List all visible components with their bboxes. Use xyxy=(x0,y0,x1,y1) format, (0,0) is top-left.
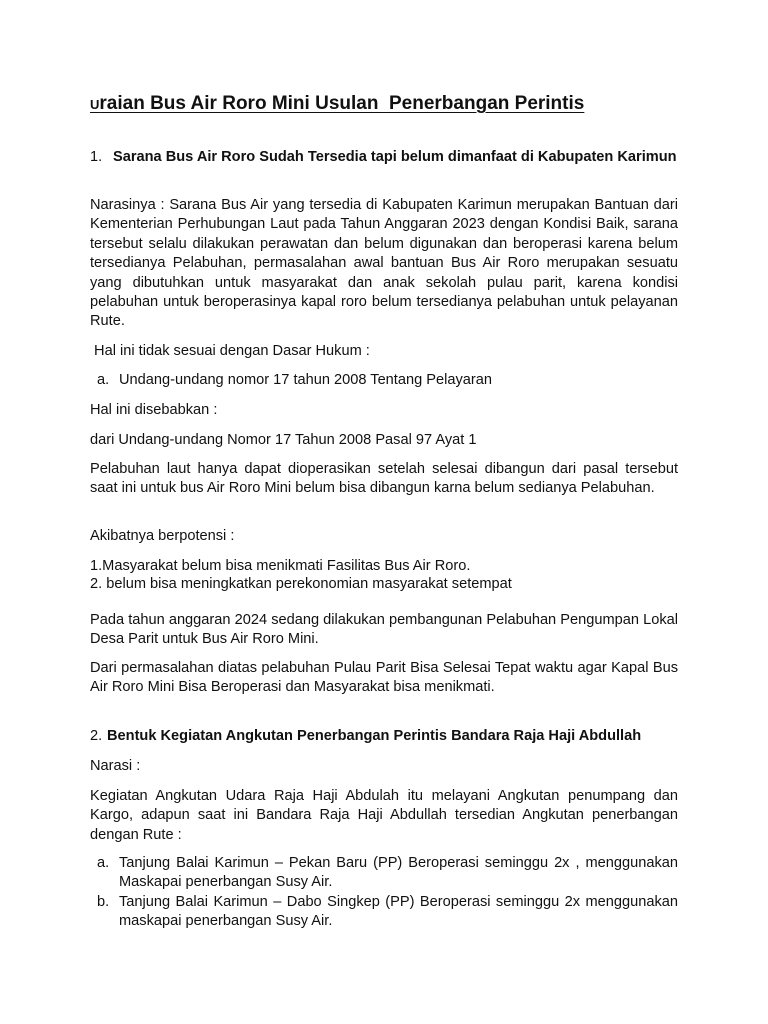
section1-heading-text: Sarana Bus Air Roro Sudah Tersedia tapi belum dimanfaat di Kabupaten Karimun xyxy=(113,149,677,165)
section2-heading xyxy=(107,727,678,746)
section2-kegiatan: Kegiatan Angkutan Udara Raja Haji Abdulah itu melayani Angkutan penumpang dan Kargo, adapun saat ini Bandara Raja Haji Abdullah tersedian Angkutan penerbangan dengan Rute : xyxy=(90,788,678,843)
section2-number: 2. xyxy=(90,728,103,744)
section1-disebabkan: Hal ini disebabkan : xyxy=(90,402,218,418)
section1-akibat: Akibatnya berpotensi : xyxy=(90,528,235,544)
section1-pada-tahun: Pada tahun anggaran 2024 sedang dilakukan pembangunan Pelabuhan Pengumpan Lokal Desa Parit untuk Bus Air Roro Mini. xyxy=(90,612,678,648)
section2-heading-text: Bentuk Kegiatan Angkutan Penerbangan Perintis Bandara Raja Haji Abdullah xyxy=(107,728,642,744)
title-text: raian Bus Air Roro Mini Usulan Penerbangan Perintis xyxy=(99,93,585,114)
section1-pelabuhan-laut: Pelabuhan laut hanya dapat dioperasikan setelah selesai dibangun dari pasal tersebut saat ini untuk bus Air Roro Mini belum bisa dibangun karna belum sedianya Pelabuhan. xyxy=(90,461,678,497)
section1-pasal: dari Undang-undang Nomor 17 Tahun 2008 Pasal 97 Ayat 1 xyxy=(90,432,477,448)
akibat-item-1: 1.Masyarakat belum bisa menikmati Fasilitas Bus Air Roro. xyxy=(90,558,471,574)
document-title xyxy=(90,93,584,115)
route-b-text: Tanjung Balai Karimun – Dabo Singkep (PP) Beroperasi seminggu 2x menggunakan maskapai penerbangan Susy Air. xyxy=(119,894,678,930)
route-a-marker: a. xyxy=(97,855,110,871)
document-page xyxy=(90,0,678,1024)
route-b-marker: b. xyxy=(97,894,110,910)
section1-tidak-sesuai: Hal ini tidak sesuai dengan Dasar Hukum : xyxy=(90,343,370,359)
section2-narasi-label: Narasi : xyxy=(90,758,141,774)
section1-dari-permasalahan: Dari permasalahan diatas pelabuhan Pulau Parit Bisa Selesai Tepat waktu agar Kapal Bus Air Roro Mini Bisa Beroperasi dan Masyarakat bisa menikmati. xyxy=(90,660,678,696)
akibat-item-2: 2. belum bisa meningkatkan perekonomian masyarakat setempat xyxy=(90,576,512,592)
section1-heading xyxy=(113,148,678,167)
route-a-text: Tanjung Balai Karimun – Pekan Baru (PP) Beroperasi seminggu 2x , menggunakan Maskapai penerbangan Susy Air. xyxy=(119,855,678,891)
section1-narasi: Narasinya : Sarana Bus Air yang tersedia di Kabupaten Karimun merupakan Bantuan dari Kementerian Perhubungan Laut pada Tahun Anggaran 2023 dengan Kondisi Baik, sarana tersebut selalu dilakukan perawatan dan belum digunakan dan beroperasi karena belum tersedianya Pelabuhan, permasalahan awal bantuan Bus Air Roro merupakan sesuatu yang dibutuhkan untuk masyarakat dan anak sekolah pulau parit, karena kondisi pelabuhan untuk beroperasinya kapal roro belum tersedianya pelabuhan untuk pelayanan Rute. xyxy=(90,197,678,330)
title-first-letter: U xyxy=(90,97,100,112)
dasar-hukum-marker: a. xyxy=(97,372,110,388)
dasar-hukum-item: Undang-undang nomor 17 tahun 2008 Tentang Pelayaran xyxy=(119,372,492,388)
section1-number: 1. xyxy=(90,149,103,165)
